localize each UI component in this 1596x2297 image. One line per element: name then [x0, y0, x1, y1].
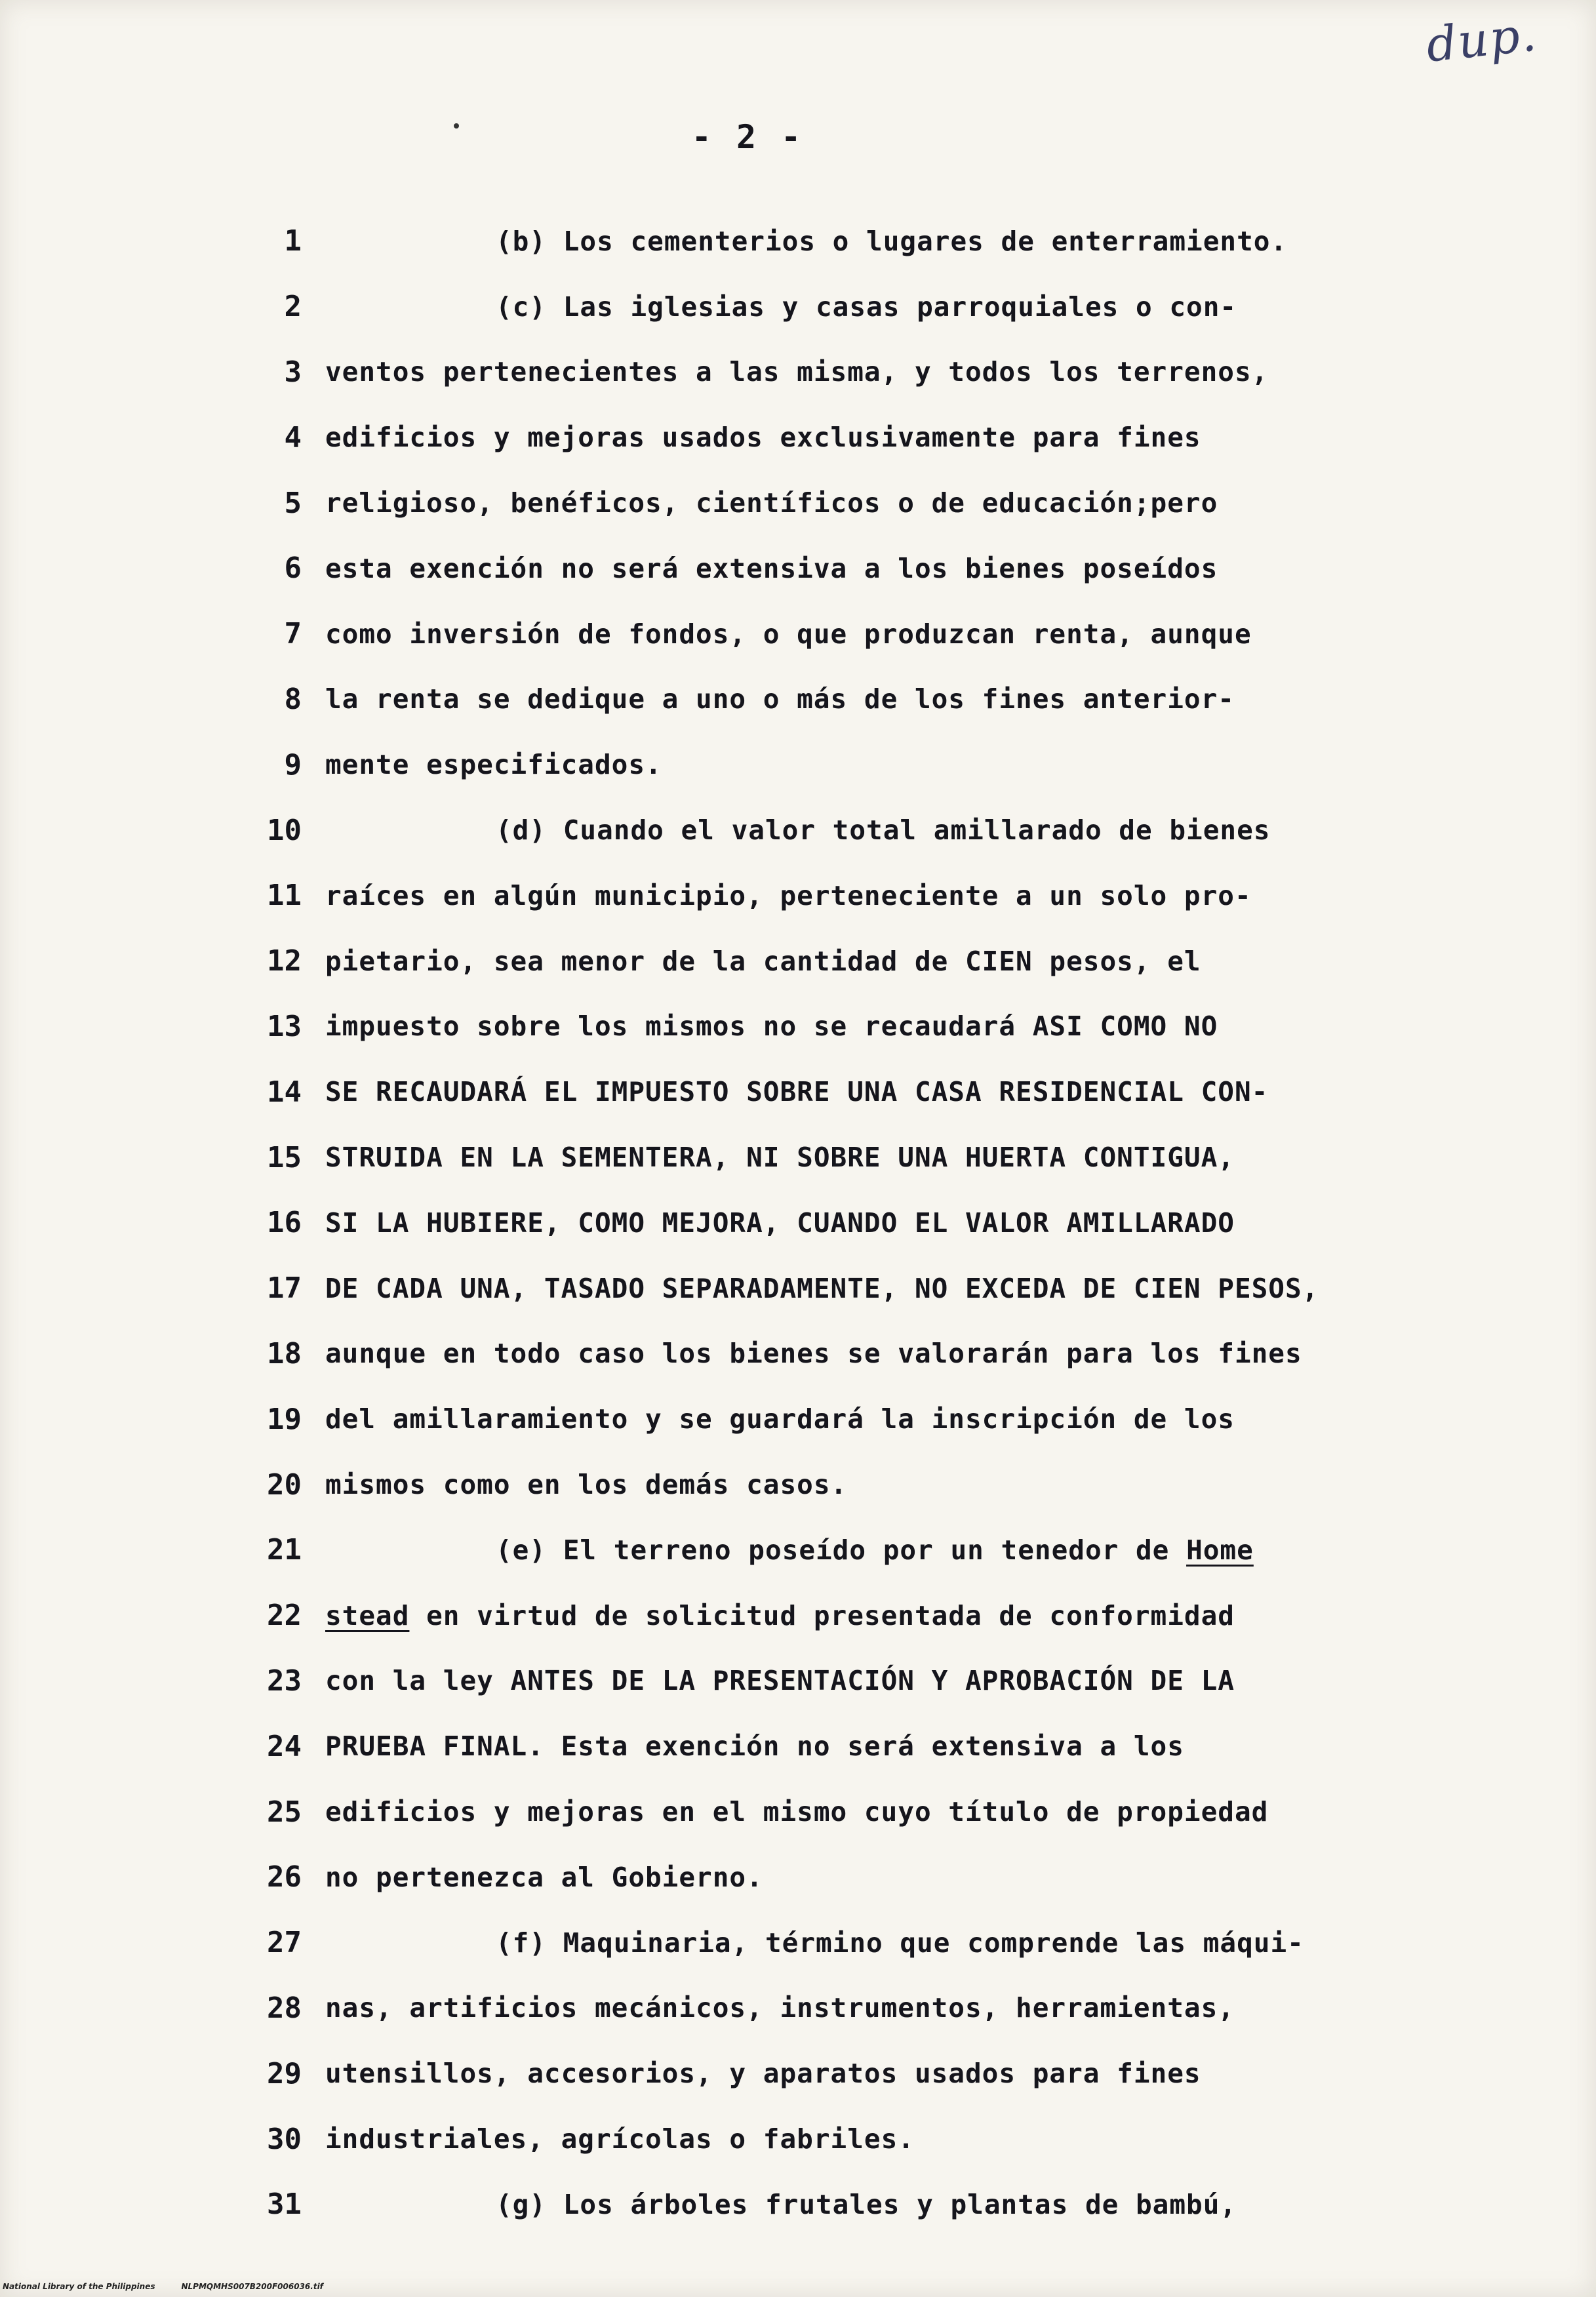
line-text — [325, 1600, 1235, 1631]
text-line — [223, 470, 1351, 536]
numbered-lines — [223, 209, 1351, 2237]
text-line — [223, 863, 1351, 929]
text-line — [223, 1583, 1351, 1648]
line-text: industriales, agrícolas o fabriles. — [325, 2123, 915, 2155]
line-number: 10 — [267, 813, 302, 847]
line-text: (c) Las iglesias y casas parroquiales o con- — [496, 290, 1237, 323]
line-number: 14 — [267, 1075, 302, 1109]
line-number: 19 — [267, 1402, 302, 1436]
underlined-word: stead — [325, 1599, 410, 1631]
line-number: 23 — [267, 1664, 302, 1698]
line-number: 21 — [267, 1533, 302, 1567]
line-text: (g) Los árboles frutales y plantas de bambú, — [496, 2188, 1237, 2220]
line-text: la renta se dedique a uno o más de los fines anterior- — [325, 683, 1235, 715]
line-number: 27 — [267, 1926, 302, 1960]
text-line — [223, 667, 1351, 732]
line-number: 9 — [284, 748, 302, 782]
line-number: 17 — [267, 1271, 302, 1306]
text-line — [223, 1059, 1351, 1125]
line-text: raíces en algún municipio, perteneciente a un solo pro- — [325, 879, 1252, 911]
line-number: 15 — [267, 1140, 302, 1174]
line-text: edificios y mejoras en el mismo cuyo título de propiedad — [325, 1796, 1269, 1828]
text-line — [223, 1321, 1351, 1387]
text-line — [223, 340, 1351, 405]
line-number: 12 — [267, 944, 302, 978]
text-line — [223, 1256, 1351, 1321]
line-number: 1 — [284, 224, 302, 258]
footer — [3, 2282, 323, 2291]
line-number: 4 — [284, 420, 302, 454]
line-text: edificios y mejoras usados exclusivamente para fines — [325, 422, 1201, 454]
line-number: 18 — [267, 1336, 302, 1370]
line-text: (d) Cuando el valor total amillarado de bienes — [496, 814, 1271, 847]
file-name: NLPMQMHS007B200F006036.tif — [181, 2282, 323, 2291]
line-number: 20 — [267, 1468, 302, 1502]
line-text — [496, 1534, 1254, 1566]
text-line — [223, 994, 1351, 1060]
line-number: 3 — [284, 355, 302, 389]
line-number: 26 — [267, 1860, 302, 1894]
line-number: 30 — [267, 2122, 302, 2156]
line-text: no pertenezca al Gobierno. — [325, 1861, 763, 1893]
line-number: 29 — [267, 2056, 302, 2090]
line-number: 25 — [267, 1795, 302, 1829]
text-line — [223, 797, 1351, 863]
line-number: 16 — [267, 1206, 302, 1240]
line-text: utensillos, accesorios, y aparatos usados para fines — [325, 2058, 1201, 2090]
line-text: mismos como en los demás casos. — [325, 1469, 848, 1501]
line-number: 6 — [284, 551, 302, 586]
line-number: 22 — [267, 1599, 302, 1633]
line-number: 28 — [267, 1991, 302, 2025]
line-text: PRUEBA FINAL. Esta exención no será extensiva a los — [325, 1730, 1184, 1763]
text-line — [223, 536, 1351, 601]
stray-mark — [454, 123, 459, 129]
line-number: 8 — [284, 682, 302, 716]
line-text: religioso, benéficos, científicos o de educación;pero — [325, 487, 1218, 519]
line-text-part: en virtud de solicitud presentada de conformidad — [409, 1599, 1235, 1631]
underlined-word: Home — [1186, 1534, 1254, 1566]
line-text: DE CADA UNA, TASADO SEPARADAMENTE, NO EXCEDA DE CIEN PESOS, — [325, 1272, 1319, 1304]
line-text: aunque en todo caso los bienes se valorarán para los fines — [325, 1338, 1302, 1370]
text-line — [223, 929, 1351, 994]
line-number: 2 — [284, 290, 302, 324]
line-text: mente especificados. — [325, 749, 662, 781]
text-line — [223, 1452, 1351, 1517]
line-number: 24 — [267, 1729, 302, 1763]
line-number: 11 — [267, 879, 302, 913]
library-name: National Library of the Philippines — [3, 2282, 155, 2291]
line-text: STRUIDA EN LA SEMENTERA, NI SOBRE UNA HUERTA CONTIGUA, — [325, 1142, 1235, 1174]
line-text-part: (e) El terreno poseído por un tenedor de — [496, 1534, 1187, 1566]
text-line — [223, 2041, 1351, 2106]
text-line — [223, 1779, 1351, 1845]
line-text: (f) Maquinaria, término que comprende las máqui- — [496, 1927, 1304, 1959]
line-text: SI LA HUBIERE, COMO MEJORA, CUANDO EL VALOR AMILLARADO — [325, 1207, 1235, 1239]
page-number: - 2 - — [691, 118, 804, 156]
text-line — [223, 2172, 1351, 2237]
text-line — [223, 1125, 1351, 1190]
line-text: como inversión de fondos, o que produzcan renta, aunque — [325, 618, 1252, 650]
text-line — [223, 1517, 1351, 1583]
text-line — [223, 1976, 1351, 2041]
line-text: SE RECAUDARÁ EL IMPUESTO SOBRE UNA CASA RESIDENCIAL CON- — [325, 1076, 1269, 1108]
text-line — [223, 1845, 1351, 1910]
line-text: del amillaramiento y se guardará la inscripción de los — [325, 1403, 1235, 1435]
line-text: con la ley ANTES DE LA PRESENTACIÓN Y APROBACIÓN DE LA — [325, 1665, 1235, 1697]
text-line — [223, 601, 1351, 667]
text-line — [223, 1910, 1351, 1976]
line-text: impuesto sobre los mismos no se recaudará ASI COMO NO — [325, 1010, 1218, 1043]
line-text: esta exención no será extensiva a los bienes poseídos — [325, 552, 1218, 584]
line-number: 13 — [267, 1009, 302, 1043]
handwritten-note: dup. — [1424, 6, 1540, 73]
text-line — [223, 2106, 1351, 2172]
line-text: pietario, sea menor de la cantidad de CIEN pesos, el — [325, 945, 1201, 977]
text-line — [223, 209, 1351, 274]
text-line — [223, 1386, 1351, 1452]
line-number: 5 — [284, 486, 302, 520]
text-line — [223, 274, 1351, 340]
line-text: nas, artificios mecánicos, instrumentos, herramientas, — [325, 1992, 1235, 2024]
line-text: (b) Los cementerios o lugares de enterramiento. — [496, 225, 1288, 257]
line-number: 31 — [267, 2187, 302, 2222]
line-number: 7 — [284, 617, 302, 651]
text-line — [223, 1190, 1351, 1256]
text-line — [223, 732, 1351, 797]
text-line — [223, 405, 1351, 470]
text-line — [223, 1648, 1351, 1714]
line-text: ventos pertenecientes a las misma, y todos los terrenos, — [325, 356, 1269, 388]
text-line — [223, 1713, 1351, 1779]
